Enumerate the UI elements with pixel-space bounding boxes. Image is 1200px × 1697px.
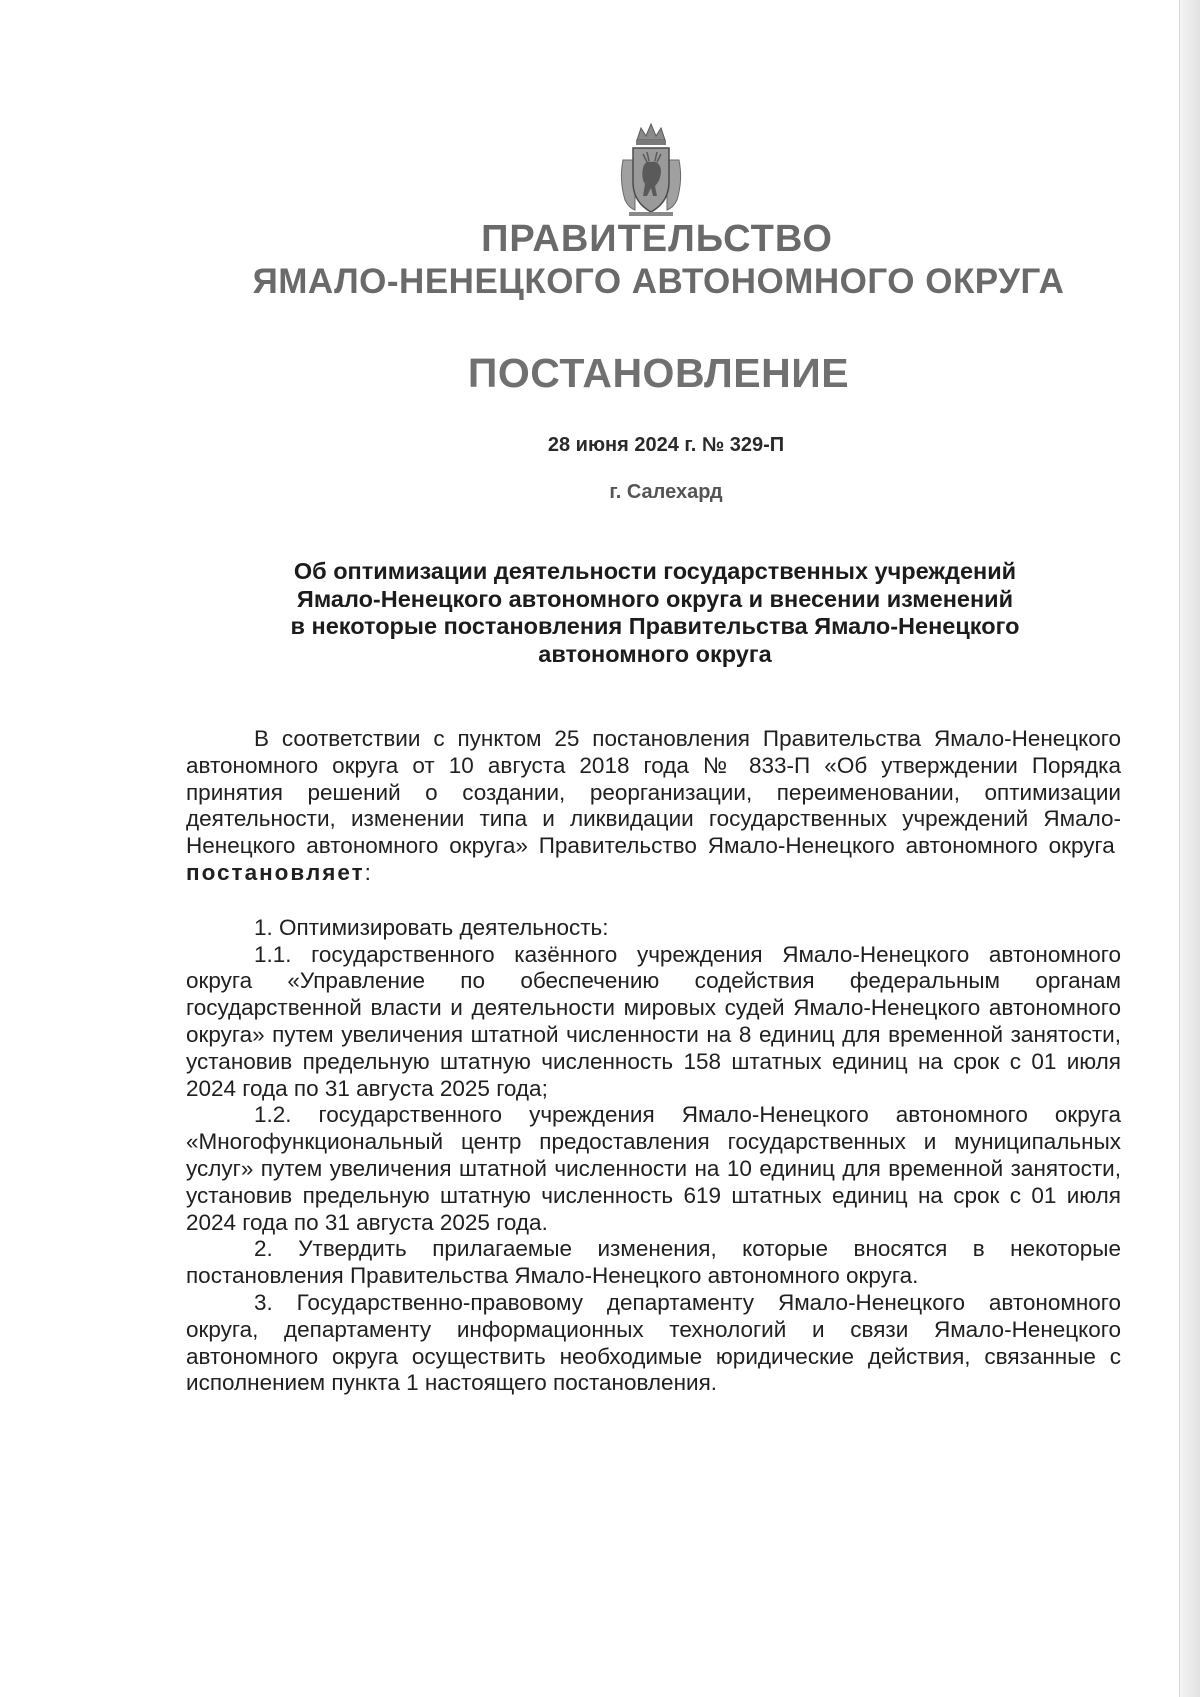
subject-line-4: автономного округа — [538, 640, 772, 667]
coat-of-arms-icon — [615, 120, 687, 220]
preamble-verb: постановляет — [186, 859, 365, 885]
item-2: 2. Утвердить прилагаемые изменения, которые вносятся в некоторые постановления Правительства Ямало-Ненецкого автономного округа. — [186, 1236, 1121, 1289]
document-city: г. Салехард — [609, 481, 723, 503]
preamble-text: В соответствии с пунктом 25 постановления Правительства Ямало-Ненецкого автономного округа от 10 августа 2018 года № 833-П «Об утверждении Порядка принятия решений о создании, реорганизации, переименовании, оптимизации деятельности, изменении типа и ликвидации государственных учреждений Ямало-Ненецкого автономного округа» Правительство Ямало-Ненецкого автономного округа — [186, 726, 1121, 859]
document-type: ПОСТАНОВЛЕНИЕ — [467, 350, 850, 396]
subject-line-2: Ямало-Ненецкого автономного округа и внесении изменений — [296, 585, 1014, 612]
item-1-1: 1.1. государственного казённого учреждения Ямало-Ненецкого автономного округа «Управление по обеспечению содействия федеральным органам государственной власти и деятельности мировых судей Ямало-Ненецкого автономного округа» путем увеличения штатной численности на 8 единиц для временной занятости, установив предельную штатную численность 158 штатных единиц на срок с 01 июля 2024 года по 31 августа 2025 года; — [186, 941, 1121, 1101]
item-1: 1. Оптимизировать деятельность: — [254, 914, 609, 940]
preamble-paragraph — [186, 726, 1121, 887]
document-date-number: 28 июня 2024 г. № 329-П — [547, 434, 785, 456]
document-body — [186, 726, 1121, 1397]
item-3: 3. Государственно-правовому департаменту Ямало-Ненецкого автономного округа, департаменту информационных технологий и связи Ямало-Ненецкого автономного округа осуществить необходимые юридические действия, связанные с исполнением пункта 1 настоящего постановления. — [186, 1289, 1121, 1396]
preamble-end: : — [364, 859, 371, 885]
government-title: ПРАВИТЕЛЬСТВО — [481, 218, 833, 260]
item-1-2: 1.2. государственного учреждения Ямало-Ненецкого автономного округа «Многофункциональный центр предоставления государственных и муниципальных услуг» путем увеличения штатной численности на 10 единиц для временной занятости, установив предельную штатную численность 619 штатных единиц на срок с 01 июля 2024 года по 31 августа 2025 года. — [186, 1102, 1121, 1235]
subject-line-3: в некоторые постановления Правительства Ямало-Ненецкого — [290, 613, 1020, 639]
document-subject — [230, 558, 1080, 668]
subject-line-1: Об оптимизации деятельности государственных учреждений — [293, 558, 1017, 584]
government-region-title: ЯМАЛО-НЕНЕЦКОГО АВТОНОМНОГО ОКРУГА — [252, 262, 1065, 301]
